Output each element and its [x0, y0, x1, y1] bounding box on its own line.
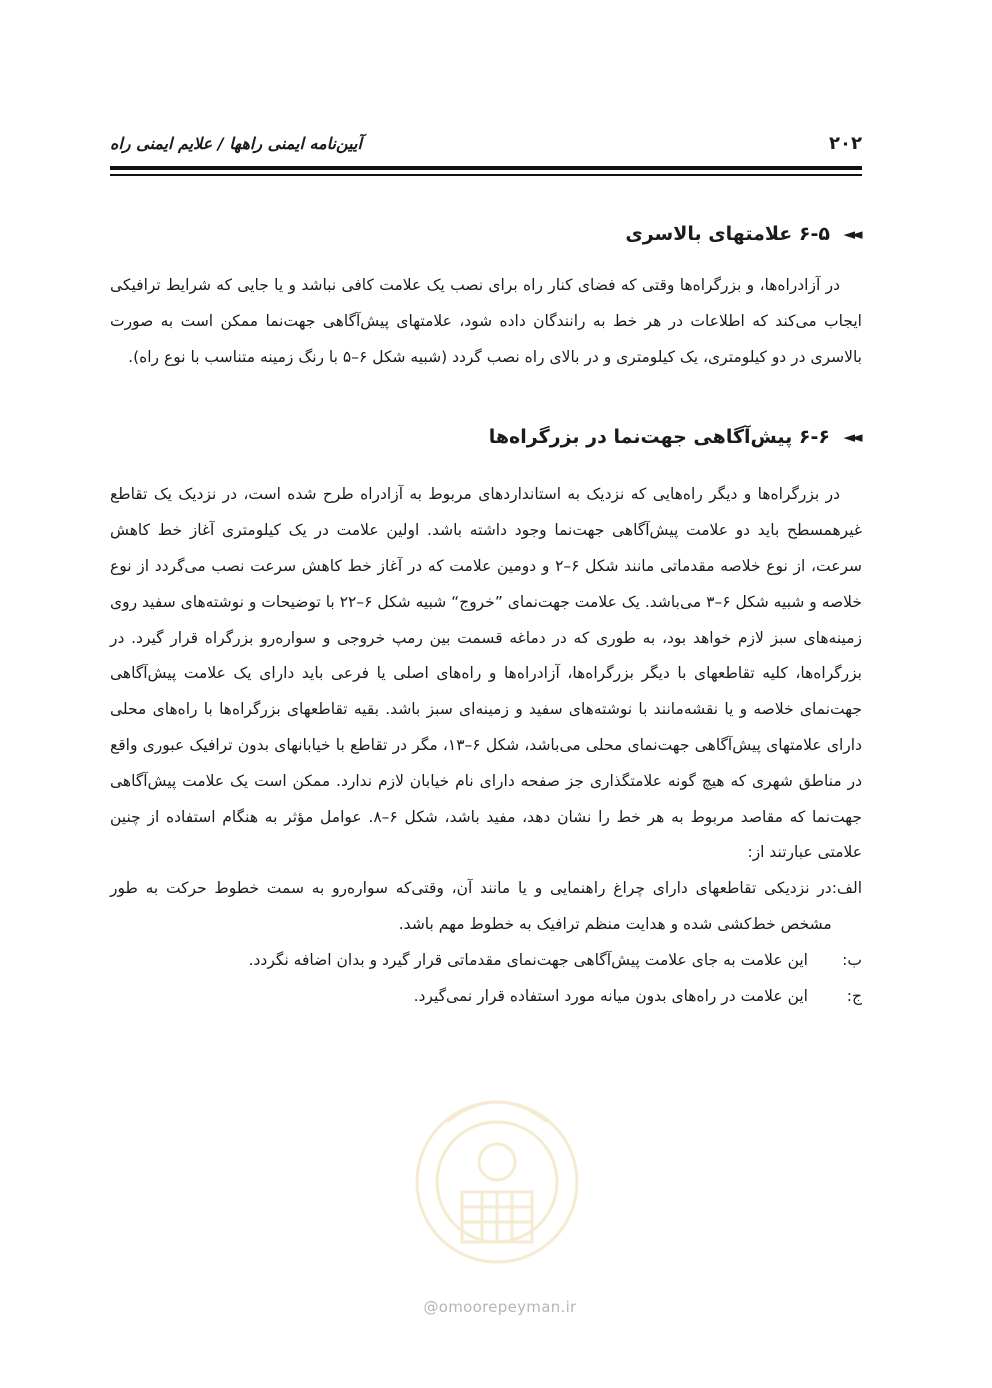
section-heading-text: ۶-۵ علامتهای بالاسری — [625, 223, 830, 245]
watermark-logo — [412, 1062, 582, 1292]
list-item-text: در نزدیکی تقاطعهای دارای چراغ راهنمایی و یا مانند آن، وقتی‌که سواره‌رو به سمت خطوط حرکت به طور مشخص خط‌کشی شده و هدایت منظم ترافیک به خطوط مهم باشد. — [110, 879, 832, 933]
list-item-text: این علامت به جای علامت پیش‌آگاهی جهت‌نمای مقدماتی قرار گیرد و بدان اضافه نگردد. — [248, 950, 808, 969]
list-marker: الف: — [831, 879, 862, 898]
double-arrow-icon: ◄◄ — [843, 225, 859, 243]
section-heading-guide-signs — [110, 417, 862, 457]
double-arrow-icon: ◄◄ — [843, 428, 859, 447]
list-marker: ب: — [842, 950, 862, 969]
section-heading-overhead-signs — [110, 214, 862, 254]
list-item — [110, 871, 862, 943]
list-item — [110, 943, 862, 979]
list-marker: ج: — [846, 986, 862, 1005]
header-rule-thin — [110, 174, 862, 176]
list-item-text: این علامت در راه‌های بدون میانه مورد استفاده قرار نمی‌گیرد. — [413, 986, 808, 1005]
page-number: ۲۰۲ — [829, 133, 862, 154]
factor-list — [110, 871, 862, 1014]
list-item — [110, 979, 862, 1015]
running-title: آیین‌نامه ایمنی راهها / علایم ایمنی راه — [110, 134, 362, 153]
main-content — [110, 214, 862, 1014]
section-paragraph: در بزرگراه‌ها و دیگر راه‌هایی که نزدیک به استانداردهای مربوط به آزادراه طرح شده است، در نزدیک یک تقاطع غیرهمسطح باید دو علامت پیش‌آگاهی جهت‌نما وجود داشته باشد. اولین علامت در یک کیلومتری آغاز خط کاهش سرعت، از نوع خلاصه مقدماتی مانند شکل ۶–۲ و دومین علامت که در آغاز خط کاهش سرعت نصب می‌گردد از نوع خلاصه و شبیه شکل ۶–۳ می‌باشد. یک علامت جهت‌نمای ”خروج“ شبیه شکل ۶–۲۲ با توضیحات و نوشته‌های سفید روی زمینه‌های سبز لازم خواهد بود، به طوری که در دماغه قسمت بین رمپ خروجی و سواره‌رو بزرگراه قرار گیرد. در بزرگراه‌ها، کلیه تقاطعهای با دیگر بزرگراه‌ها، آزادراه‌ها و راه‌های اصلی یا فرعی باید دارای یک علامت پیش‌آگاهی جهت‌نمای خلاصه و یا نقشه‌مانند با نوشته‌های سفید و زمینه‌ای سبز باشد. بقیه تقاطعهای بزرگراه‌ها با راه‌های محلی دارای علامتهای پیش‌آگاهی جهت‌نمای محلی می‌باشد، شکل ۶–۱۳، مگر در تقاطع با خیابانهای بدون ترافیک عبوری واقع در مناطق شهری که هیچ گونه علامتگذاری جز صفحه دارای نام خیابان لازم ندارد. ممکن است یک علامت پیش‌آگاهی جهت‌نما که مقاصد مربوط به هر خط را نشان دهد، مفید باشد، شکل ۶–۸. عوامل مؤثر به هنگام استفاده از چنین علامتی عبارتند از: — [110, 485, 862, 862]
watermark-url: @omoorepeyman.ir — [423, 1298, 577, 1316]
page-header — [110, 127, 862, 161]
section-heading-text: ۶-۶ پیش‌آگاهی جهت‌نما در بزرگراه‌ها — [488, 426, 830, 449]
header-rule-thick — [110, 166, 862, 170]
section-paragraph: در آزادراه‌ها، و بزرگراه‌ها وقتی که فضای کنار راه برای نصب یک علامت کافی نباشد و یا جایی که شرایط ترافیکی ایجاب می‌کند که اطلاعات در هر خط به رانندگان داده شود، علامتهای پیش‌آگاهی جهت‌نما ممکن است به صورت بالاسری در دو کیلومتری، یک کیلومتری و در بالای راه نصب گردد (شبیه شکل ۶–۵ با رنگ زمینه متناسب با نوع راه). — [110, 276, 862, 366]
